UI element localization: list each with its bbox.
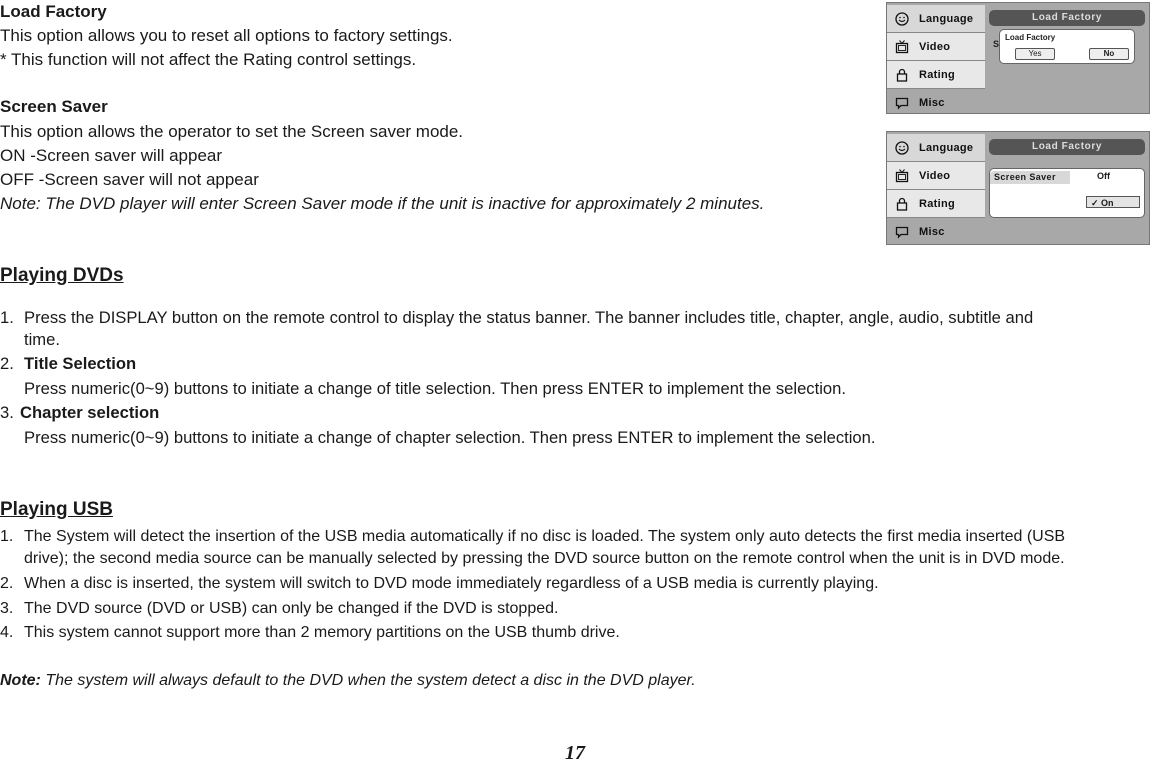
- screen-saver-option-panel: [989, 168, 1145, 218]
- osd-load-factory-screenshot: [886, 2, 1150, 114]
- screen-saver-desc: This option allows the operator to set the Screen saver mode.: [0, 122, 464, 141]
- dvd-item1-text: Press the DISPLAY button on the remote control to display the status banner. The banner includes title, chapter, angle, audio, subtitle and: [24, 308, 1034, 327]
- dvd-item1-number: 1.: [0, 308, 14, 327]
- screen-saver-on-desc: ON -Screen saver will appear: [0, 146, 223, 165]
- osd-menu-label: Video: [919, 40, 951, 53]
- usb-note-label: Note:: [0, 672, 41, 689]
- osd-menu-item-language: [887, 134, 985, 162]
- usb-item2-text: When a disc is inserted, the system will switch to DVD mode immediately regardless of a USB media is currently playing.: [24, 575, 879, 592]
- dvd-item3-number: 3.: [0, 403, 14, 422]
- load-factory-note: * This function will not affect the Rating control settings.: [0, 50, 417, 69]
- load-factory-heading: Load Factory: [0, 2, 107, 21]
- osd-menu-item-rating: [887, 61, 985, 89]
- osd-menu-label: Language: [919, 12, 974, 25]
- osd-screen-saver-screenshot: [886, 131, 1150, 245]
- osd-menu-label: Rating: [919, 197, 956, 210]
- osd-menu-item-video: [887, 162, 985, 190]
- dvd-item3-title: Chapter selection: [20, 403, 160, 422]
- lock-icon: [895, 68, 909, 82]
- screen-saver-note: Note: The DVD player will enter Screen Saver mode if the unit is inactive for approximately 2 minutes.: [0, 194, 765, 213]
- lock-icon: [895, 197, 909, 211]
- tv-icon: [895, 169, 909, 183]
- yes-button[interactable]: Yes: [1015, 48, 1055, 60]
- dvd-item2-number: 2.: [0, 354, 14, 373]
- usb-item4-text: This system cannot support more than 2 memory partitions on the USB thumb drive.: [24, 624, 620, 641]
- speech-bubble-icon: [895, 96, 909, 110]
- usb-item2-number: 2.: [0, 575, 14, 592]
- load-factory-desc: This option allows you to reset all options to factory settings.: [0, 26, 453, 45]
- osd-menu-item-misc: [887, 218, 985, 246]
- tv-icon: [895, 40, 909, 54]
- osd-menu-label: Video: [919, 169, 951, 182]
- usb-item1-text: The System will detect the insertion of the USB media automatically if no disc is loaded. The system only auto detects the first media inserted (USB: [24, 528, 1066, 545]
- dvd-item1-text-cont: time.: [24, 330, 60, 349]
- dialog-title: Load Factory: [1005, 33, 1056, 42]
- option-on-selected[interactable]: ✓ On: [1086, 196, 1140, 208]
- osd-menu-item-video: [887, 33, 985, 61]
- dvd-item3-body: Press numeric(0~9) buttons to initiate a change of chapter selection. Then press ENTER to implement the selection.: [24, 428, 876, 447]
- osd-menu-item-misc: [887, 89, 985, 117]
- osd-menu-item-rating: [887, 190, 985, 218]
- load-factory-dialog: [999, 29, 1135, 64]
- osd-menu-item-language: [887, 5, 985, 33]
- usb-item4-number: 4.: [0, 624, 14, 641]
- osd-header: Load Factory: [989, 10, 1145, 26]
- osd-menu-label: Rating: [919, 68, 956, 81]
- usb-note: [0, 671, 696, 691]
- osd-menu-label: Misc: [919, 226, 945, 238]
- speech-bubble-icon: [895, 225, 909, 239]
- playing-dvds-heading: Playing DVDs: [0, 265, 124, 286]
- playing-usb-heading: Playing USB: [0, 499, 113, 520]
- no-button[interactable]: No: [1089, 48, 1129, 60]
- dvd-item2-title: Title Selection: [24, 354, 137, 373]
- screen-saver-label: Screen Saver: [990, 171, 1070, 184]
- usb-item3-number: 3.: [0, 600, 14, 617]
- smiley-icon: [895, 141, 909, 155]
- osd-menu: [887, 132, 985, 244]
- usb-item3-text: The DVD source (DVD or USB) can only be changed if the DVD is stopped.: [24, 600, 559, 617]
- osd-menu-label: Language: [919, 141, 974, 154]
- screen-saver-off-desc: OFF -Screen saver will not appear: [0, 170, 259, 189]
- usb-item1-text-cont: drive); the second media source can be manually selected by pressing the DVD source button on the remote control when the unit is in DVD mode.: [24, 550, 1065, 567]
- osd-menu: [887, 3, 985, 113]
- osd-menu-label: Misc: [919, 97, 945, 109]
- dvd-item2-body: Press numeric(0~9) buttons to initiate a change of title selection. Then press ENTER to implement the selection.: [24, 379, 846, 398]
- usb-item1-number: 1.: [0, 528, 14, 545]
- osd-header: Load Factory: [989, 139, 1145, 155]
- osd-peek-text: S: [993, 39, 1000, 49]
- screen-saver-heading: Screen Saver: [0, 97, 108, 116]
- smiley-icon: [895, 12, 909, 26]
- option-off[interactable]: Off: [1097, 171, 1110, 181]
- usb-note-text: The system will always default to the DVD when the system detect a disc in the DVD player.: [40, 672, 696, 689]
- page-number: 17: [565, 742, 585, 764]
